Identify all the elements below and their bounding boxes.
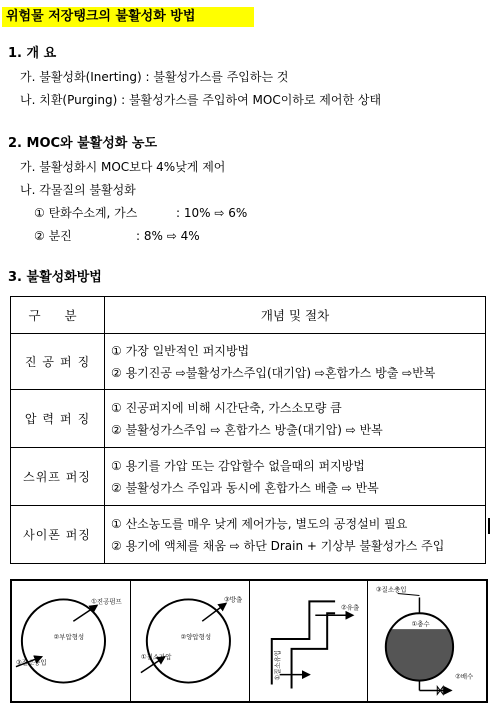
row-line: ① 진공퍼지에 비해 시간단축, 가스소모량 큼 [111, 400, 342, 415]
section2-heading: 2. MOC와 불활성화 농도 [8, 136, 157, 151]
table-row [11, 506, 486, 564]
row-line: ② 용기에 액체를 채움 ⇨ 하단 Drain + 기상부 불활성가스 주입 [111, 538, 445, 553]
diagram-pressure [131, 581, 250, 701]
row-line: ① 산소농도를 매우 낮게 제어가능, 별도의 공정설비 필요 [111, 516, 408, 531]
diagram-sweep [250, 581, 369, 701]
row-body-sweep [105, 448, 486, 506]
diagram-sweep-outflow-label: ②유출 [340, 603, 359, 612]
section2-sub-label-dust: ② 분진 [34, 229, 72, 243]
row-line: ① 용기를 가압 또는 감압할수 없을때의 퍼지방법 [111, 458, 365, 473]
section1-item-purging: 나. 치환(Purging) : 불활성가스를 주입하여 MOC이하로 제어한 상태 [20, 93, 382, 107]
row-name-siphon: 사이폰 퍼징 [11, 506, 105, 564]
diagram-vacuum-nitrogen-label: ③질소충입 [15, 658, 47, 667]
purging-methods-table [10, 296, 486, 564]
table-row [11, 390, 486, 448]
diagram-pressure-nitrogen-label: ①질소가압 [140, 652, 172, 661]
table-header-concept: 개념 및 절차 [105, 297, 486, 334]
row-body-pressure [105, 390, 486, 448]
section2-item-materials: 나. 각물질의 불활성화 [20, 183, 136, 197]
row-body-siphon [105, 506, 486, 564]
diagram-sweep-inflow-label: ①질소유입 [273, 650, 282, 681]
row-body-vacuum [105, 334, 486, 390]
section2-sub-value-dust: : 8% ⇨ 4% [136, 229, 200, 243]
diagram-siphon-drain-label: ②배수 [455, 672, 474, 681]
table-row [11, 448, 486, 506]
diagram-siphon [368, 581, 486, 701]
row-line: ② 불활성가스 주입과 동시에 혼합가스 배출 ⇨ 반복 [111, 480, 379, 495]
diagram-siphon-nitrogen-label: ③질소충입 [376, 585, 407, 594]
table-row [11, 334, 486, 390]
text-cursor [488, 518, 490, 534]
diagram-pressure-positive-label: ②양압형성 [180, 633, 211, 642]
section2-item-control: 가. 불활성화시 MOC보다 4%낮게 제어 [20, 160, 226, 174]
section2-sub-label-gas: ① 탄화수소계, 가스 [34, 206, 138, 220]
diagram-vacuum [12, 581, 131, 701]
diagram-pressure-release-label: ③방출 [223, 595, 242, 604]
diagram-vacuum-negative-label: ②부압형성 [53, 633, 85, 642]
table-header-row [11, 297, 486, 334]
diagram-sweep-figure [250, 581, 368, 701]
row-line: ② 용기진공 ⇨불활성가스주입(대기압) ⇨혼합가스 방출 ⇨반복 [111, 365, 436, 380]
diagram-siphon-fill-label: ①충수 [411, 620, 430, 629]
diagram-vacuum-pump-label: ①진공펌프 [91, 597, 122, 606]
diagram-siphon-figure [368, 581, 486, 701]
row-name-sweep: 스위프 퍼징 [11, 448, 105, 506]
section2-sub-value-gas: : 10% ⇨ 6% [176, 206, 248, 220]
table-header-category: 구 분 [11, 297, 105, 334]
section1-heading: 1. 개 요 [8, 46, 57, 61]
section1-item-inerting: 가. 불활성화(Inerting) : 불활성가스를 주입하는 것 [20, 70, 289, 84]
row-line: ① 가장 일반적인 퍼지방법 [111, 343, 250, 358]
page-title: 위험물 저장탱크의 불활성화 방법 [2, 7, 254, 27]
purging-diagrams [10, 579, 488, 703]
row-name-vacuum: 진공퍼징 [11, 334, 105, 390]
row-line: ② 불활성가스주입 ⇨ 혼합가스 방출(대기압) ⇨ 반복 [111, 422, 383, 437]
diagram-vacuum-figure [12, 581, 130, 701]
diagram-pressure-figure [131, 581, 249, 701]
section3-heading: 3. 불활성화방법 [8, 270, 102, 285]
row-name-pressure: 압력퍼징 [11, 390, 105, 448]
